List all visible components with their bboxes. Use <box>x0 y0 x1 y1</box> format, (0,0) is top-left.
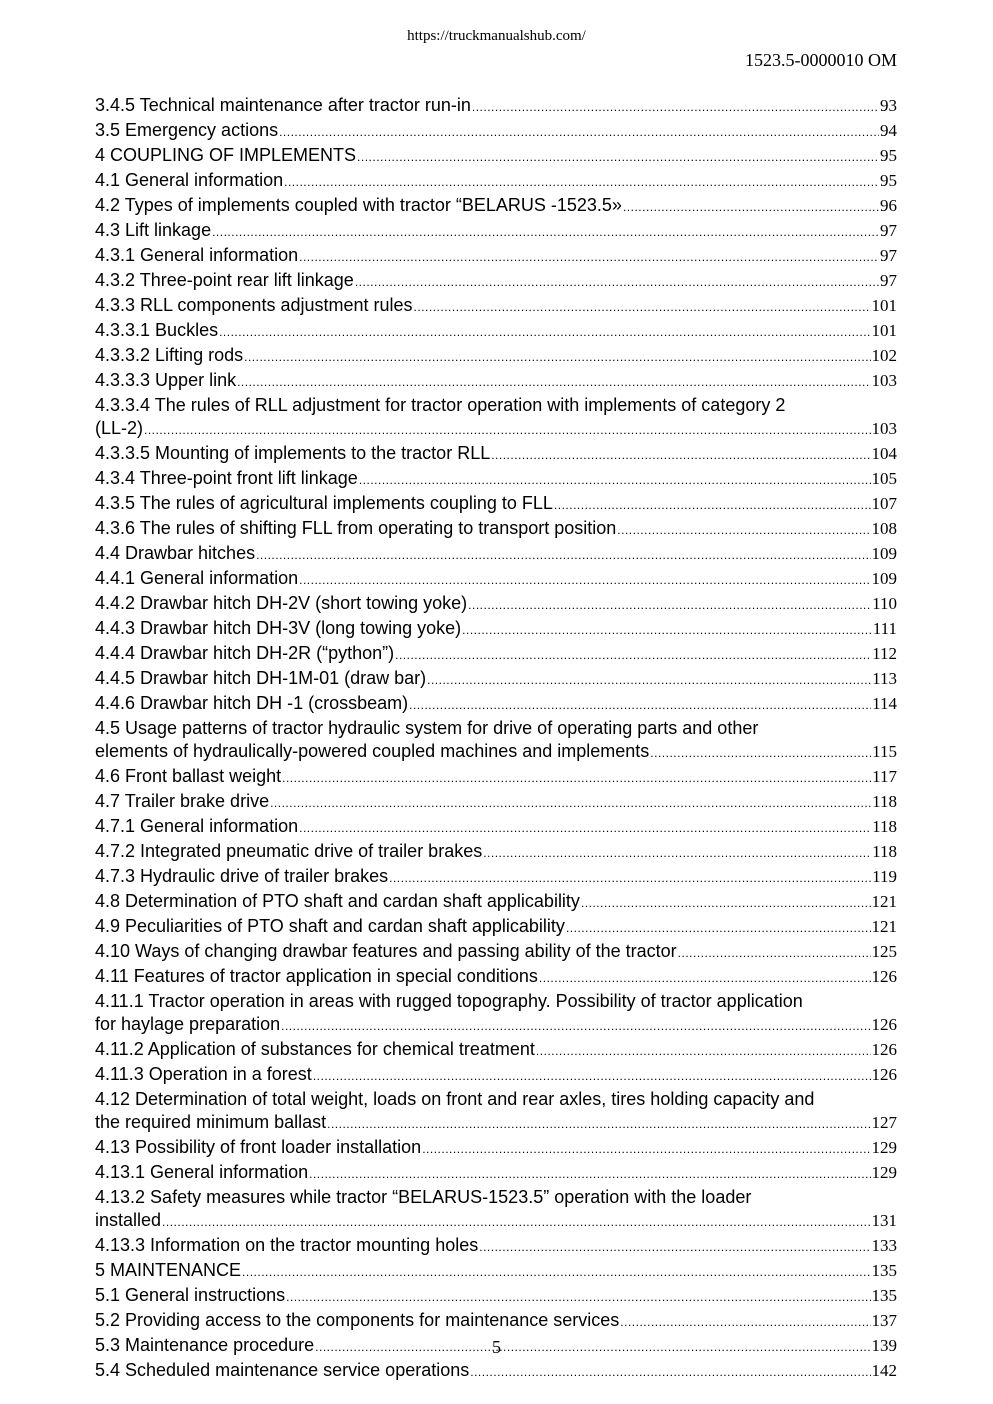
toc-entry-line <box>95 692 897 717</box>
toc-entry-title: (LL-2) <box>95 418 144 438</box>
toc-entry-line <box>95 169 897 194</box>
dot-leader <box>282 767 871 790</box>
dot-leader <box>566 917 871 940</box>
dot-leader <box>470 1361 870 1384</box>
toc-entry-line <box>95 1359 897 1384</box>
toc-entry-line <box>95 617 897 642</box>
toc-entry-page: 107 <box>871 494 897 513</box>
dot-leader <box>536 1040 871 1063</box>
toc-entry-title: 4.7 Trailer brake drive <box>95 791 270 811</box>
toc-entry-page: 127 <box>871 1113 897 1132</box>
dot-leader <box>309 1163 870 1186</box>
toc-entry-line <box>95 442 897 467</box>
dot-leader <box>389 867 871 890</box>
toc-entry-line <box>95 815 897 840</box>
toc-entry-title: 4.3.4 Three-point front lift linkage <box>95 468 358 488</box>
dot-leader <box>617 519 870 542</box>
toc-entry-line <box>95 244 897 269</box>
toc-entry <box>95 617 897 642</box>
toc-entry-title: 5.1 General instructions <box>95 1285 286 1305</box>
toc-entry-title: 5.3 Maintenance procedure <box>95 1335 315 1355</box>
toc-entry <box>95 492 897 517</box>
toc-entry-line <box>95 94 897 119</box>
dot-leader <box>357 146 879 169</box>
toc-entry <box>95 344 897 369</box>
toc-entry-line <box>95 119 897 144</box>
toc-entry-page: 129 <box>871 1163 897 1182</box>
toc-entry <box>95 765 897 790</box>
toc-entry-line <box>95 642 897 667</box>
toc-entry-line <box>95 965 897 990</box>
toc-entry-line <box>95 1259 897 1284</box>
toc-entry-line <box>95 542 897 567</box>
toc-entry-page: 118 <box>872 817 897 836</box>
toc-entry <box>95 717 897 765</box>
dot-leader <box>219 321 870 344</box>
dot-leader <box>414 296 871 319</box>
toc-entry <box>95 194 897 219</box>
toc-entry-line <box>95 219 897 244</box>
toc-entry <box>95 1136 897 1161</box>
dot-leader <box>472 96 879 119</box>
dot-leader <box>242 1261 870 1284</box>
toc-entry-page: 139 <box>871 1336 897 1355</box>
toc-entry-line <box>95 740 897 765</box>
toc-entry-line <box>95 865 897 890</box>
toc-entry-line <box>95 269 897 294</box>
toc-entry <box>95 865 897 890</box>
toc-entry-title: 5.2 Providing access to the components for maintenance services <box>95 1310 620 1330</box>
toc-entry-title: 4.4.6 Drawbar hitch DH -1 (crossbeam) <box>95 693 409 713</box>
toc-entry-page: 101 <box>871 321 897 340</box>
toc-entry-page: 119 <box>872 867 897 886</box>
toc-entry <box>95 1309 897 1334</box>
toc-entry-page: 112 <box>872 644 897 663</box>
toc-entry-title: 4.11 Features of tractor application in special conditions <box>95 966 538 986</box>
dot-leader <box>327 1113 870 1136</box>
toc-entry-page: 108 <box>871 519 897 538</box>
toc-entry <box>95 1284 897 1309</box>
dot-leader <box>313 1065 871 1088</box>
toc-entry-line <box>95 915 897 940</box>
toc-entry-page: 95 <box>880 146 897 165</box>
toc-entry-title: 4.4.1 General information <box>95 568 299 588</box>
toc-entry-line <box>95 319 897 344</box>
dot-leader <box>299 246 879 269</box>
toc-entry-page: 126 <box>871 1065 897 1084</box>
toc-entry-page: 126 <box>871 1015 897 1034</box>
toc-entry-line <box>95 567 897 592</box>
toc-entry <box>95 940 897 965</box>
toc-entry <box>95 169 897 194</box>
toc-entry-title: 4.11.3 Operation in a forest <box>95 1064 312 1084</box>
toc-entry-line <box>95 765 897 790</box>
toc-entry-page: 133 <box>871 1236 897 1255</box>
toc-entry-page: 93 <box>880 96 897 115</box>
toc-entry <box>95 692 897 717</box>
toc-entry-title-first-line: 4.3.3.4 The rules of RLL adjustment for tractor operation with implements of category 2 <box>95 395 786 415</box>
toc-entry-page: 118 <box>872 792 897 811</box>
dot-leader <box>620 1311 870 1334</box>
toc-entry <box>95 990 897 1038</box>
toc-entry-title-first-line: 4.5 Usage patterns of tractor hydraulic system for drive of operating parts and other <box>95 718 759 738</box>
toc-entry-page: 102 <box>871 346 897 365</box>
toc-entry-title: for haylage preparation <box>95 1014 281 1034</box>
dot-leader <box>623 196 879 219</box>
toc-entry-title: 5.4 Scheduled maintenance service operations <box>95 1360 470 1380</box>
toc-entry-line <box>95 294 897 319</box>
toc-entry-title-first-line: 4.13.2 Safety measures while tractor “BELARUS-1523.5” operation with the loader <box>95 1187 752 1207</box>
toc-entry-line <box>95 369 897 394</box>
toc-entry-page: 113 <box>872 669 897 688</box>
toc-entry-page: 126 <box>871 1040 897 1059</box>
dot-leader <box>479 1236 870 1259</box>
toc-entry-line <box>95 1234 897 1259</box>
toc-entry-title: elements of hydraulically-powered coupled machines and implements <box>95 741 650 761</box>
toc-entry <box>95 965 897 990</box>
toc-entry-page: 114 <box>872 694 897 713</box>
toc-entry-title: 4.13 Possibility of front loader installation <box>95 1137 422 1157</box>
toc-entry-page: 111 <box>872 619 897 638</box>
toc-entry-page: 118 <box>872 842 897 861</box>
toc-entry-title: 4.10 Ways of changing drawbar features and passing ability of the tractor <box>95 941 677 961</box>
toc-entry <box>95 244 897 269</box>
toc-entry-line <box>95 1136 897 1161</box>
toc-entry-title: 4.6 Front ballast weight <box>95 766 282 786</box>
dot-leader <box>395 644 871 667</box>
toc-entry <box>95 790 897 815</box>
toc-entry-page: 97 <box>880 271 897 290</box>
toc-entry-title: 4.3.3 RLL components adjustment rules <box>95 295 413 315</box>
toc-entry <box>95 642 897 667</box>
dot-leader <box>678 942 871 965</box>
toc-entry-title: installed <box>95 1210 162 1230</box>
toc-entry <box>95 1259 897 1284</box>
toc-entry <box>95 915 897 940</box>
toc-entry-page: 95 <box>880 171 897 190</box>
toc-entry-page: 126 <box>871 967 897 986</box>
toc-entry-line <box>95 890 897 915</box>
toc-entry-title: 4.1 General information <box>95 170 284 190</box>
toc-entry-line <box>95 417 897 442</box>
toc-entry-title: 4 COUPLING OF IMPLEMENTS <box>95 145 357 165</box>
toc-entry-line <box>95 1063 897 1088</box>
toc-entry-line <box>95 344 897 369</box>
dot-leader <box>359 469 871 492</box>
toc-entry-page: 137 <box>871 1311 897 1330</box>
toc-entry <box>95 840 897 865</box>
toc-entry-title: 4.13.1 General information <box>95 1162 309 1182</box>
toc-entry-page: 129 <box>871 1138 897 1157</box>
toc-entry-title: 4.9 Peculiarities of PTO shaft and cardan shaft applicability <box>95 916 565 936</box>
toc-entry-title: 4.4.2 Drawbar hitch DH-2V (short towing yoke) <box>95 593 468 613</box>
toc-entry-page: 101 <box>871 296 897 315</box>
toc-entry <box>95 592 897 617</box>
toc-entry-line <box>95 467 897 492</box>
toc-entry-line <box>95 840 897 865</box>
toc-entry-page: 135 <box>871 1261 897 1280</box>
toc-entry-title: 4.3 Lift linkage <box>95 220 212 240</box>
toc-entry-line <box>95 1284 897 1309</box>
toc-entry <box>95 1161 897 1186</box>
toc-entry-title: 3.4.5 Technical maintenance after tractor run-in <box>95 95 471 115</box>
toc-entry-page: 131 <box>871 1211 897 1230</box>
toc-entry-page: 110 <box>872 594 897 613</box>
toc-entry-line <box>95 194 897 219</box>
toc-entry-line <box>95 517 897 542</box>
dot-leader <box>299 817 871 840</box>
toc-entry-page: 121 <box>871 892 897 911</box>
dot-leader <box>422 1138 870 1161</box>
dot-leader <box>581 892 871 915</box>
dot-leader <box>256 544 870 567</box>
toc-entry-page: 109 <box>871 569 897 588</box>
toc-entry-title: 4.4.5 Drawbar hitch DH-1M-01 (draw bar) <box>95 668 427 688</box>
toc-entry-page: 117 <box>872 767 897 786</box>
toc-entry <box>95 144 897 169</box>
toc-entry-title: 4.3.3.1 Buckles <box>95 320 219 340</box>
dot-leader <box>212 221 879 244</box>
toc-entry <box>95 542 897 567</box>
toc-entry <box>95 467 897 492</box>
toc-entry-title: 4.8 Determination of PTO shaft and cardan shaft applicability <box>95 891 580 911</box>
toc-entry-title: 4.3.2 Three-point rear lift linkage <box>95 270 354 290</box>
dot-leader <box>427 669 871 692</box>
toc-entry-title: 5 MAINTENANCE <box>95 1260 242 1280</box>
toc-entry-line <box>95 492 897 517</box>
toc-entry-page: 96 <box>880 196 897 215</box>
toc-entry-page: 103 <box>871 419 897 438</box>
toc-entry <box>95 1234 897 1259</box>
toc-entry-page: 142 <box>871 1361 897 1380</box>
dot-leader <box>409 694 871 717</box>
dot-leader <box>554 494 871 517</box>
toc-entry-line <box>95 1161 897 1186</box>
toc-entry-page: 121 <box>871 917 897 936</box>
toc-entry-title: 4.3.3.3 Upper link <box>95 370 237 390</box>
toc-entry-title: 4.7.3 Hydraulic drive of trailer brakes <box>95 866 389 886</box>
dot-leader <box>244 346 870 369</box>
toc-entry <box>95 442 897 467</box>
toc-entry-title: 4.4 Drawbar hitches <box>95 543 256 563</box>
toc-entry <box>95 1088 897 1136</box>
dot-leader <box>355 271 879 294</box>
dot-leader <box>539 967 871 990</box>
toc-entry <box>95 1038 897 1063</box>
toc-entry-page: 103 <box>871 371 897 390</box>
toc-entry <box>95 369 897 394</box>
toc-entry <box>95 94 897 119</box>
dot-leader <box>299 569 870 592</box>
toc-entry-line <box>95 1038 897 1063</box>
toc-entry <box>95 815 897 840</box>
toc-entry <box>95 219 897 244</box>
toc-entry-page: 115 <box>872 742 897 761</box>
toc-entry-title: 4.3.3.2 Lifting rods <box>95 345 244 365</box>
dot-leader <box>491 444 870 467</box>
toc-entry-line <box>95 1013 897 1038</box>
toc-entry <box>95 890 897 915</box>
toc-entry <box>95 667 897 692</box>
dot-leader <box>462 619 872 642</box>
toc-entry <box>95 319 897 344</box>
toc-entry <box>95 1186 897 1234</box>
dot-leader <box>284 171 879 194</box>
toc-entry <box>95 1359 897 1384</box>
toc-entry-line <box>95 940 897 965</box>
toc-entry-title: 4.11.2 Application of substances for chemical treatment <box>95 1039 535 1059</box>
toc-entry-page: 97 <box>880 246 897 265</box>
toc-entry-page: 125 <box>871 942 897 961</box>
toc-entry-title: 4.13.3 Information on the tractor mounting holes <box>95 1235 479 1255</box>
page-number: 5 <box>492 1337 501 1357</box>
table-of-contents <box>95 94 897 1384</box>
dot-leader <box>286 1286 870 1309</box>
dot-leader <box>468 594 871 617</box>
toc-entry-title-first-line: 4.11.1 Tractor operation in areas with rugged topography. Possibility of tractor application <box>95 991 803 1011</box>
toc-entry <box>95 567 897 592</box>
toc-entry <box>95 1063 897 1088</box>
dot-leader <box>162 1211 870 1234</box>
toc-entry-title: 3.5 Emergency actions <box>95 120 279 140</box>
dot-leader <box>237 371 870 394</box>
toc-entry <box>95 294 897 319</box>
dot-leader <box>281 1015 870 1038</box>
toc-entry-title: 4.2 Types of implements coupled with tractor “BELARUS -1523.5» <box>95 195 622 215</box>
toc-entry-line <box>95 790 897 815</box>
toc-entry <box>95 269 897 294</box>
dot-leader <box>483 842 871 865</box>
toc-entry-title: 4.7.1 General information <box>95 816 299 836</box>
toc-entry-title: 4.4.4 Drawbar hitch DH-2R (“python”) <box>95 643 395 663</box>
toc-entry-line <box>95 592 897 617</box>
toc-entry-page: 105 <box>871 469 897 488</box>
document-code: 1523.5-0000010 OM <box>745 50 897 70</box>
toc-entry-title: 4.3.3.5 Mounting of implements to the tractor RLL <box>95 443 491 463</box>
toc-entry-page: 104 <box>871 444 897 463</box>
dot-leader <box>279 121 879 144</box>
toc-entry-title: the required minimum ballast <box>95 1112 327 1132</box>
toc-entry <box>95 119 897 144</box>
toc-entry-line <box>95 1309 897 1334</box>
dot-leader <box>144 419 870 442</box>
toc-entry-page: 94 <box>880 121 897 140</box>
toc-entry-title: 4.4.3 Drawbar hitch DH-3V (long towing yoke) <box>95 618 462 638</box>
toc-entry <box>95 517 897 542</box>
toc-entry-page: 97 <box>880 221 897 240</box>
toc-entry-title: 4.3.5 The rules of agricultural implements coupling to FLL <box>95 493 553 513</box>
site-url: https://truckmanualshub.com/ <box>407 28 586 44</box>
toc-entry-line <box>95 667 897 692</box>
dot-leader <box>270 792 871 815</box>
toc-entry-title: 4.7.2 Integrated pneumatic drive of trailer brakes <box>95 841 483 861</box>
toc-entry <box>95 394 897 442</box>
dot-leader <box>650 742 871 765</box>
toc-entry-title: 4.3.1 General information <box>95 245 299 265</box>
toc-entry-page: 135 <box>871 1286 897 1305</box>
toc-entry-line <box>95 1209 897 1234</box>
toc-entry-line <box>95 1111 897 1136</box>
toc-entry-line <box>95 144 897 169</box>
toc-entry-title: 4.3.6 The rules of shifting FLL from operating to transport position <box>95 518 617 538</box>
toc-entry-title-first-line: 4.12 Determination of total weight, loads on front and rear axles, tires holding capacity and <box>95 1089 815 1109</box>
toc-entry-page: 109 <box>871 544 897 563</box>
